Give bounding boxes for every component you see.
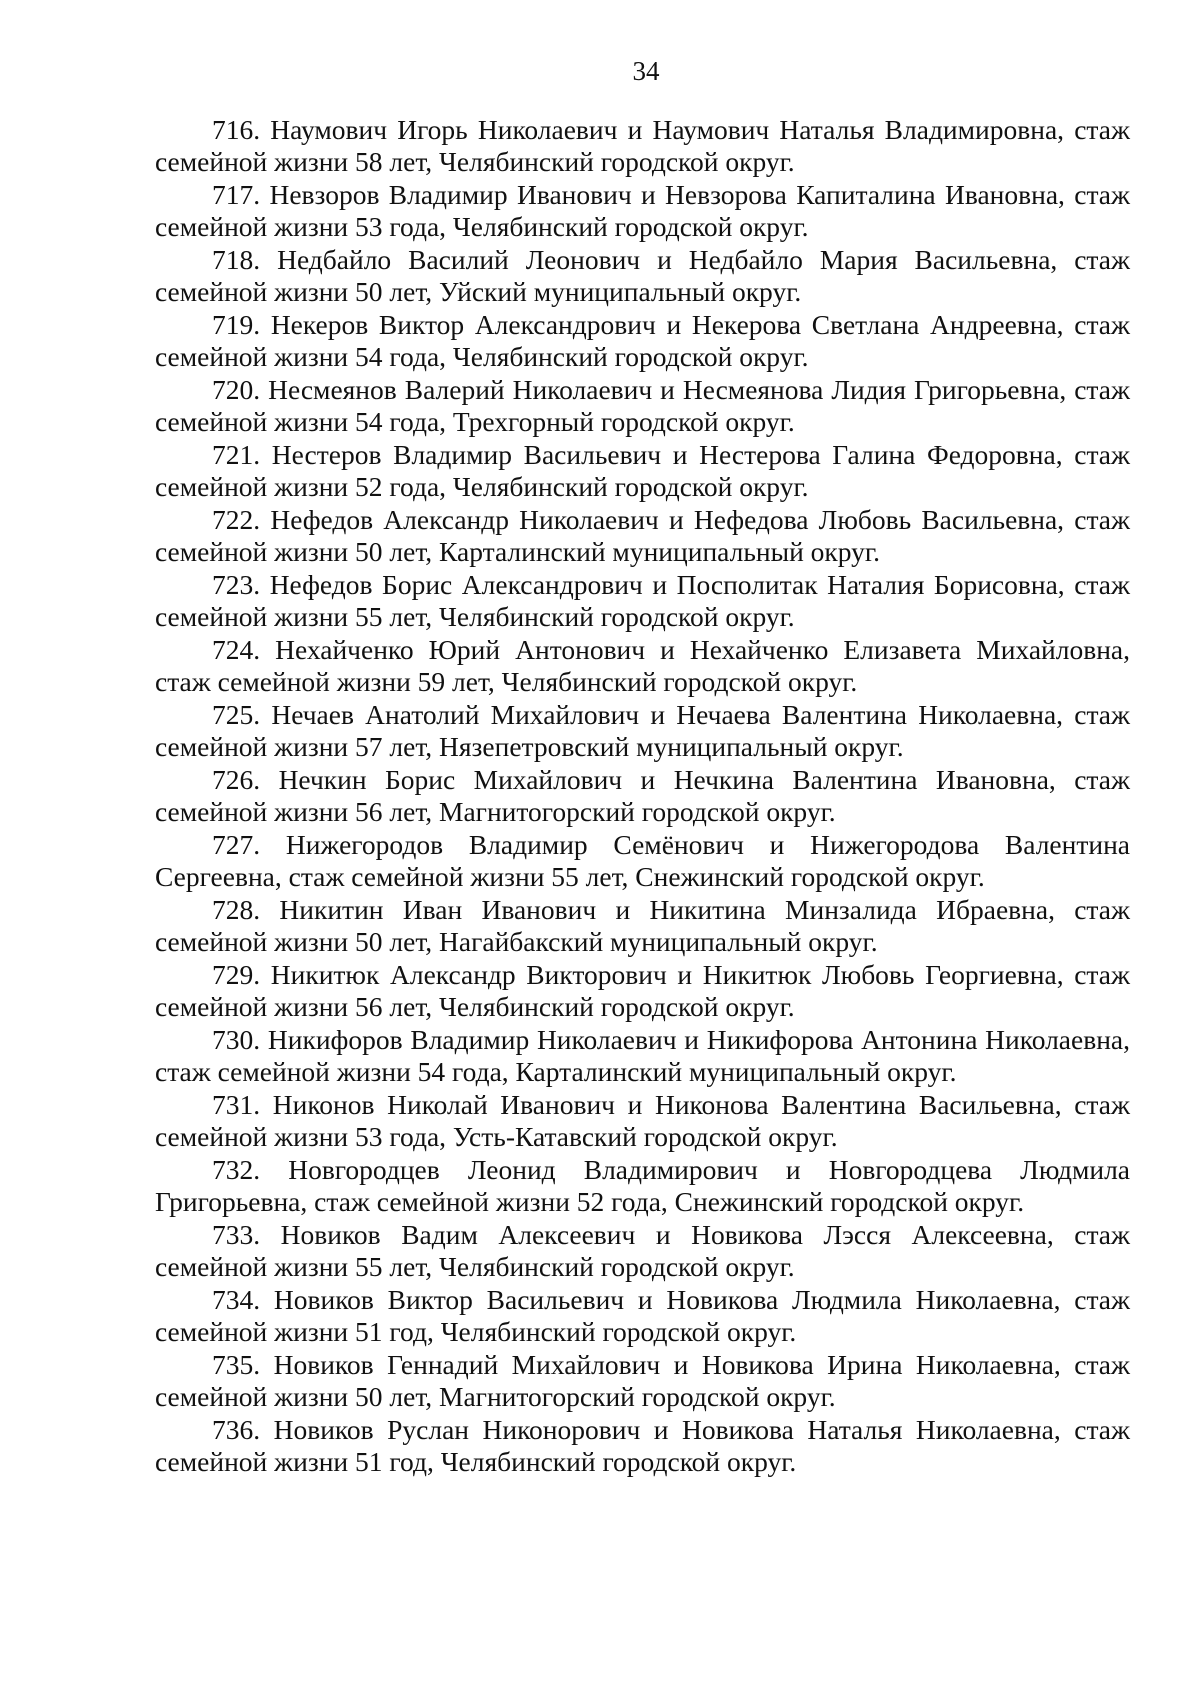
entry-number: 722. [212, 504, 261, 535]
entry-number: 721. [212, 439, 261, 470]
list-item [155, 1349, 1130, 1413]
list-item [155, 374, 1130, 438]
page-number: 34 [632, 56, 660, 86]
entry-number: 734. [212, 1284, 261, 1315]
entry-text: Нефедов Александр Николаевич и Нефедова Любовь Васильевна, стаж семейной жизни 50 лет, Карталинский муниципальный округ. [155, 504, 1131, 567]
list-item [155, 114, 1130, 178]
entry-number: 720. [212, 374, 261, 405]
entry-number: 724. [212, 634, 261, 665]
list-item [155, 1154, 1130, 1218]
entry-text: Новиков Вадим Алексеевич и Новикова Лэсся Алексеевна, стаж семейной жизни 55 лет, Челябинский городской округ. [155, 1219, 1131, 1282]
list-item [155, 699, 1130, 763]
entry-text: Никонов Николай Иванович и Никонова Валентина Васильевна, стаж семейной жизни 53 года, Усть-Катавский городской округ. [155, 1089, 1130, 1152]
entry-number: 728. [212, 894, 261, 925]
list-item [155, 569, 1130, 633]
entry-number: 716. [212, 114, 261, 145]
list-item [155, 634, 1130, 698]
entry-text: Новиков Виктор Васильевич и Новикова Людмила Николаевна, стаж семейной жизни 51 год, Челябинский городской округ. [155, 1284, 1131, 1347]
list-item [155, 504, 1130, 568]
entry-text: Новгородцев Леонид Владимирович и Новгородцева Людмила Григорьевна, стаж семейной жизни 52 года, Снежинский городской округ. [155, 1154, 1131, 1217]
entry-text: Никитюк Александр Викторович и Никитюк Любовь Георгиевна, стаж семейной жизни 56 лет, Челябинский городской округ. [155, 959, 1130, 1022]
entry-text: Нефедов Борис Александрович и Посполитак Наталия Борисовна, стаж семейной жизни 55 лет, Челябинский городской округ. [155, 569, 1130, 632]
entry-number: 727. [212, 829, 261, 860]
entry-number: 725. [212, 699, 261, 730]
entry-text: Наумович Игорь Николаевич и Наумович Наталья Владимировна, стаж семейной жизни 58 лет, Челябинский городской округ. [155, 114, 1130, 177]
entry-number: 723. [212, 569, 261, 600]
entry-number: 733. [212, 1219, 261, 1250]
entry-text: Несмеянов Валерий Николаевич и Несмеянова Лидия Григорьевна, стаж семейной жизни 54 года, Трехгорный городской округ. [155, 374, 1130, 437]
entry-text: Новиков Руслан Никонорович и Новикова Наталья Николаевна, стаж семейной жизни 51 год, Челябинский городской округ. [155, 1414, 1130, 1477]
list-item [155, 1414, 1130, 1478]
list-item [155, 1024, 1130, 1088]
entry-text: Нехайченко Юрий Антонович и Нехайченко Елизавета Михайловна, стаж семейной жизни 59 лет, Челябинский городской округ. [155, 634, 1130, 697]
entry-text: Новиков Геннадий Михайлович и Новикова Ирина Николаевна, стаж семейной жизни 50 лет, Магнитогорский городской округ. [155, 1349, 1130, 1412]
list-item [155, 439, 1130, 503]
entry-number: 719. [212, 309, 261, 340]
entry-number: 718. [212, 244, 261, 275]
list-item [155, 244, 1130, 308]
entry-number: 736. [212, 1414, 261, 1445]
entry-text: Никифоров Владимир Николаевич и Никифорова Антонина Николаевна, стаж семейной жизни 54 года, Карталинский муниципальный округ. [155, 1024, 1131, 1087]
entry-text: Никитин Иван Иванович и Никитина Минзалида Ибраевна, стаж семейной жизни 50 лет, Нагайбакский муниципальный округ. [155, 894, 1130, 957]
list-item [155, 1219, 1130, 1283]
entry-text: Нестеров Владимир Васильевич и Нестерова Галина Федоровна, стаж семейной жизни 52 года, Челябинский городской округ. [155, 439, 1131, 502]
entry-number: 730. [212, 1024, 261, 1055]
list-item [155, 1284, 1130, 1348]
list-item [155, 1089, 1130, 1153]
entry-number: 735. [212, 1349, 261, 1380]
list-item [155, 894, 1130, 958]
entry-number: 726. [212, 764, 261, 795]
entry-number: 729. [212, 959, 261, 990]
entry-number: 717. [212, 179, 261, 210]
entry-number: 732. [212, 1154, 261, 1185]
entry-number: 731. [212, 1089, 261, 1120]
list-item [155, 179, 1130, 243]
list-item [155, 764, 1130, 828]
entry-list [155, 114, 1130, 1479]
list-item [155, 829, 1130, 893]
entry-text: Нижегородов Владимир Семёнович и Нижегородова Валентина Сергеевна, стаж семейной жизни 55 лет, Снежинский городской округ. [155, 829, 1131, 892]
entry-text: Нечаев Анатолий Михайлович и Нечаева Валентина Николаевна, стаж семейной жизни 57 лет, Нязепетровский муниципальный округ. [155, 699, 1131, 762]
list-item [155, 959, 1130, 1023]
list-item [155, 309, 1130, 373]
entry-text: Недбайло Василий Леонович и Недбайло Мария Васильевна, стаж семейной жизни 50 лет, Уйский муниципальный округ. [155, 244, 1130, 307]
entry-text: Нечкин Борис Михайлович и Нечкина Валентина Ивановна, стаж семейной жизни 56 лет, Магнитогорский городской округ. [155, 764, 1130, 827]
entry-text: Невзоров Владимир Иванович и Невзорова Капиталина Ивановна, стаж семейной жизни 53 года, Челябинский городской округ. [155, 179, 1130, 242]
entry-text: Некеров Виктор Александрович и Некерова Светлана Андреевна, стаж семейной жизни 54 года, Челябинский городской округ. [155, 309, 1131, 372]
